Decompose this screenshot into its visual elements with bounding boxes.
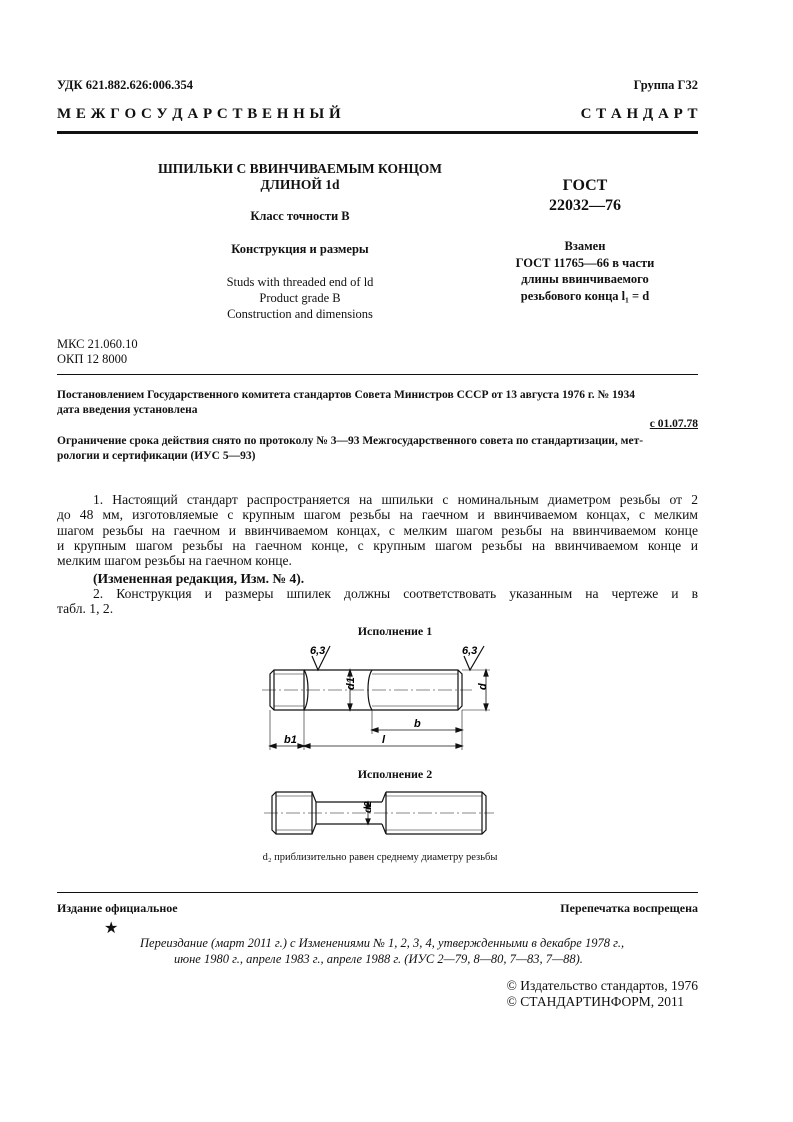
reprint-prohibited: Перепечатка воспрещена [560,901,698,915]
gost-id [490,176,680,216]
copyright-line-1: © Издательство стандартов, 1976 [506,978,698,993]
page-title [120,161,480,193]
header-rule [57,131,698,134]
gost-number: 22032—76 [549,197,621,214]
english-title [120,274,480,322]
replaces-line-4: резьбового конца l₁ = d [520,288,650,303]
okp-code: ОКП 12 8000 [57,352,128,366]
p2-line-2: табл. 1, 2. [57,601,114,617]
p1-line-2: до 48 мм, изготовляемые с крупным шагом резьбы на гаечном и ввинчиваемом концах, с мелким [57,507,698,523]
replaces-block [490,238,680,304]
english-line-1: Studs with threaded end of ld [226,275,374,289]
label-l: l [382,734,386,746]
p1-line-3: шагом резьбы на гаечном и ввинчиваемом концах, с мелким шагом резьбы на ввинчиваемом конце [57,522,698,538]
variant-1-caption: Исполнение 1 [357,624,433,638]
standard-word-right: С Т А Н Д А Р Т [580,106,698,122]
codes-rule [57,374,698,375]
limit-line-1: Ограничение срока действия снято по протоколу № 3—93 Межгосударственного совета по стандартизации, мет- [57,435,644,447]
group-code: Группа Г32 [633,78,698,92]
label-b: b [414,718,421,730]
stud-drawing [250,638,510,848]
paragraph-2 [57,586,698,617]
label-d1: d1 [345,677,357,690]
p1-line-5: мелким шагом резьбы на гаечном конце. [57,553,292,569]
english-line-3: Construction and dimensions [227,307,373,321]
star-mark: ★ [104,920,119,937]
replaces-line-3: длины ввинчиваемого [521,272,649,286]
gost-label: ГОСТ [562,177,608,194]
label-d2: d2 [363,801,374,813]
title-line-1: ШПИЛЬКИ С ВВИНЧИВАЕМЫМ КОНЦОМ [157,161,443,176]
title-line-2: ДЛИНОЙ 1d [260,177,340,192]
p2-line-1: 2. Конструкция и размеры шпилек должны соответствовать указанным на чертеже и в [93,586,698,601]
variant-2-caption: Исполнение 2 [357,767,433,781]
copyright-line-2: © СТАНДАРТИНФОРМ, 2011 [506,994,685,1009]
label-d: d [477,683,489,690]
construction-title: Конструкция и размеры [231,242,369,256]
decree-line-2: дата введения установлена [57,404,198,416]
replaces-line-2: ГОСТ 11765—66 в части [515,255,655,270]
reissue-line-2: июне 1980 г., апреле 1983 г., апреле 1988 г. (ИУС 2—79, 8—80, 7—83, 7—88). [174,951,583,966]
p1-line-1: 1. Настоящий стандарт распространяется на шпильки с номинальным диаметром резьбы от 2 [93,492,698,507]
label-b1: b1 [284,734,297,746]
footer-rule [57,892,698,893]
limit-removed-text [57,434,707,464]
limit-line-2: рологии и сертификации (ИУС 5—93) [57,450,256,462]
official-edition: Издание официальное [57,901,178,915]
accuracy-class: Класс точности В [250,209,350,223]
p1-line-4: и крупным шагом резьбы на гаечном конце, с крупным шагом резьбы на ввинчиваемом конце и [57,537,698,553]
roughness-label-2: 6,3 [462,645,478,657]
classification-codes [57,337,138,367]
decree-text [57,388,707,418]
standard-word-left: М Е Ж Г О С У Д А Р С Т В Е Н Н Ы Й [57,106,342,122]
effective-date: с 01.07.78 [649,418,698,430]
replaces-line-1: Взамен [564,239,606,253]
roughness-label-1: 6,3 [310,645,326,657]
english-line-2: Product grade B [259,291,341,305]
decree-line-1: Постановлением Государственного комитета стандартов Совета Министров СССР от 13 августа 1976 г. № 1934 [57,389,635,401]
paragraph-1 [57,492,698,568]
mks-code: МКС 21.060.10 [57,337,138,351]
udk-code: УДК 621.882.626:006.354 [57,78,193,92]
copyright-block [507,978,698,1010]
reissue-line-1: Переиздание (март 2011 г.) с Изменениями № 1, 2, 3, 4, утвержденными в декабре 1978 г., [140,936,625,950]
reissue-note [140,936,700,967]
d2-note: d₂ приблизительно равен среднему диаметру резьбы [262,852,498,863]
amended-note: (Измененная редакция, Изм. № 4). [93,571,305,586]
